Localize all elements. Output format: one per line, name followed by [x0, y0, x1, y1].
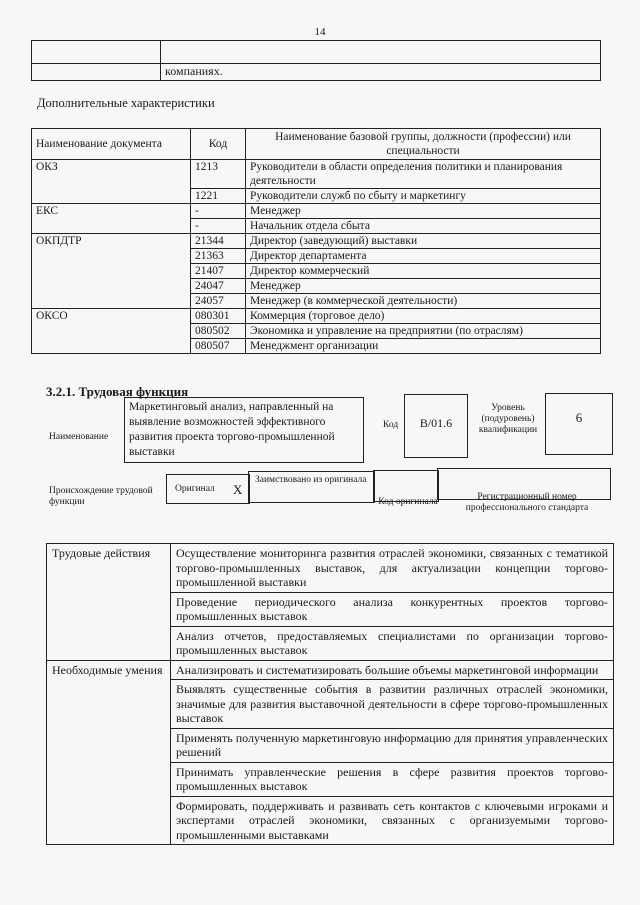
page-number: 14: [314, 26, 326, 38]
borrowed-label: Заимствовано из оригинала: [255, 475, 367, 485]
borrowed-cell: [248, 471, 375, 503]
level-value: 6: [545, 393, 613, 455]
skill-item: Выявлять существенные события в развитии различных отраслей экономики, значимые для развития выставочной деятельности в сфере торгово-промышленных выставок: [171, 680, 614, 729]
continuation-table: [31, 40, 601, 81]
labor-action-item: Проведение периодического анализа конкурентных проектов торгово-промышленных выставок: [171, 592, 614, 626]
name-cell: Директор (заведующий) выставки: [246, 234, 601, 249]
code-cell: 1213: [191, 160, 246, 189]
reg-number-label: Регистрационный номер профессионального стандарта: [465, 492, 589, 513]
code-label: Код: [383, 420, 399, 430]
doc-okz: ОКЗ: [32, 160, 191, 204]
name-cell: Менеджер (в коммерческой деятельности): [246, 294, 601, 309]
header-code: Код: [191, 129, 246, 160]
name-cell: Менеджмент организации: [246, 339, 601, 354]
skill-item: Принимать управленческие решения в сфере развития проектов торгово-промышленных выставок: [171, 762, 614, 796]
code-cell: 080502: [191, 324, 246, 339]
skill-item: Формировать, поддерживать и развивать сеть контактов с ключевыми игроками и экспертами отраслей экономики, связанных с организуемыми торгово-промышленными выставками: [171, 796, 614, 845]
name-cell: Руководители в области определения политики и планирования деятельности: [246, 160, 601, 189]
original-mark: X: [233, 482, 243, 497]
code-original-label: Код оригинала: [378, 497, 438, 507]
name-cell: Менеджер: [246, 279, 601, 294]
labor-action-item: Осуществление мониторинга развития отраслей экономики, связанных с тематикой торгово-промышленных выставок, для актуализации концепции торгово-промышленной выставки: [171, 544, 614, 593]
code-cell: 24057: [191, 294, 246, 309]
additional-title: Дополнительные характеристики: [37, 96, 215, 110]
origin-label: Происхождение трудовой функции: [49, 486, 153, 507]
code-cell: 080301: [191, 309, 246, 324]
name-cell: Директор департамента: [246, 249, 601, 264]
name-cell: Начальник отдела сбыта: [246, 219, 601, 234]
header-doc: Наименование документа: [32, 129, 191, 160]
function-name: Маркетинговый анализ, направленный на выявление возможностей эффективного развития проекта торгово-промышленной выставки: [124, 397, 364, 463]
empty-cell: [161, 41, 601, 64]
name-cell: Менеджер: [246, 204, 601, 219]
name-label: Наименование: [49, 432, 109, 442]
header-name: Наименование базовой группы, должности (профессии) или специальности: [246, 129, 601, 160]
doc-okpdtr: ОКПДТР: [32, 234, 191, 309]
code-value: B/01.6: [404, 394, 468, 458]
code-cell: -: [191, 204, 246, 219]
original-label: Оригинал: [175, 484, 215, 494]
name-cell: Руководители служб по сбыту и маркетингу: [246, 189, 601, 204]
code-cell: -: [191, 219, 246, 234]
labor-action-item: Анализ отчетов, предоставляемых специалистами по организации торгово-промышленных выставок: [171, 626, 614, 660]
level-label: Уровень (подуровень) квалификации: [478, 403, 538, 435]
additional-characteristics-table: [31, 128, 601, 354]
code-cell: 21407: [191, 264, 246, 279]
empty-cell: [32, 64, 161, 81]
code-cell: 21363: [191, 249, 246, 264]
name-cell: Коммерция (торговое дело): [246, 309, 601, 324]
function-details-table: [46, 543, 614, 845]
skill-item: Анализировать и систематизировать большие объемы маркетинговой информации: [171, 660, 614, 680]
code-cell: 1221: [191, 189, 246, 204]
name-cell: Директор коммерческий: [246, 264, 601, 279]
skills-label: Необходимые умения: [47, 660, 171, 845]
section-title: 3.2.1. Трудовая функция: [46, 384, 189, 399]
labor-actions-label: Трудовые действия: [47, 544, 171, 661]
continuation-text: компаниях.: [161, 64, 601, 81]
empty-cell: [32, 41, 161, 64]
original-cell: [166, 474, 250, 504]
code-cell: 080507: [191, 339, 246, 354]
code-cell: 21344: [191, 234, 246, 249]
doc-okso: ОКСО: [32, 309, 191, 354]
name-cell: Экономика и управление на предприятии (по отраслям): [246, 324, 601, 339]
code-cell: 24047: [191, 279, 246, 294]
skill-item: Применять полученную маркетинговую информацию для принятия управленческих решений: [171, 728, 614, 762]
doc-eks: ЕКС: [32, 204, 191, 234]
